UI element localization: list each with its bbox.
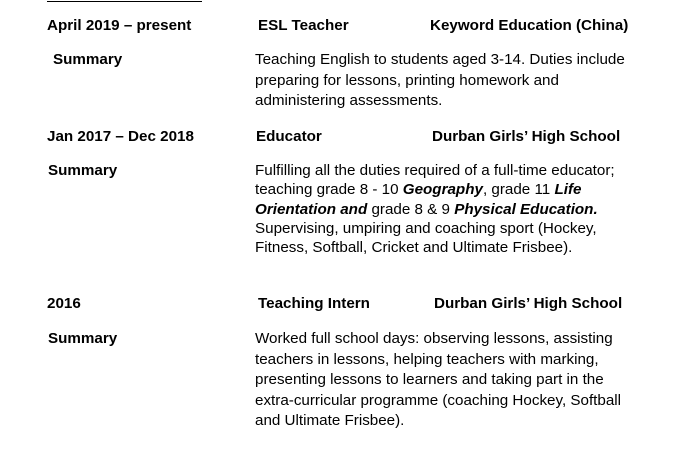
summary-line: administering assessments. [255,92,443,109]
summary-line [255,238,665,257]
entry-employer: Durban Girls’ High School [432,128,621,145]
entry-dates: April 2019 – present [47,17,192,34]
summary-fragment: , grade 11 [482,181,555,199]
entry-dates: Jan 2017 – Dec 2018 [47,128,194,145]
entry-role: Teaching Intern [258,295,370,312]
summary-line: extra-curricular programme (coaching Hockey, Softball [255,391,622,409]
subject-emphasis: Physical Education. [454,200,598,218]
entry-dates: 2016 [47,295,81,312]
summary-label: Summary [48,330,118,347]
summary-line [255,200,665,219]
summary-line: presenting lessons to learners and taking part in the [255,371,604,388]
summary-line: and Ultimate Frisbee). [255,412,405,429]
summary-line: Teaching English to students aged 3-14. Duties include [255,51,625,68]
summary-fragment: grade 8 & 9 [367,200,455,218]
summary-text [255,50,665,112]
subject-emphasis: Life [554,181,582,199]
entry-employer: Keyword Education (China) [430,17,629,34]
summary-label: Summary [53,51,123,68]
summary-label: Summary [48,162,118,179]
summary-fragment: Supervising, umpiring and coaching sport (Hockey, [255,219,597,237]
subject-emphasis: Geography [402,181,483,199]
summary-fragment: teaching grade 8 - 10 [255,181,403,199]
summary-text [255,329,665,432]
summary-line: Worked full school days: observing lessons, assisting [255,330,613,347]
summary-fragment: Fulfilling all the duties required of a full-time educator; [255,162,615,179]
entry-role: Educator [256,128,322,145]
summary-line [255,219,665,238]
summary-fragment: Fitness, Softball, Cricket and Ultimate Frisbee). [255,239,573,257]
summary-line [255,161,665,180]
summary-line: preparing for lessons, printing homework and [255,71,559,89]
entry-role: ESL Teacher [258,17,349,34]
entry-employer: Durban Girls’ High School [434,295,623,312]
summary-text [255,161,665,257]
summary-line [255,180,665,199]
summary-line: teachers in lessons, helping teachers with marking, [255,350,599,368]
subject-emphasis: Orientation and [255,200,368,218]
section-top-rule [47,1,202,2]
